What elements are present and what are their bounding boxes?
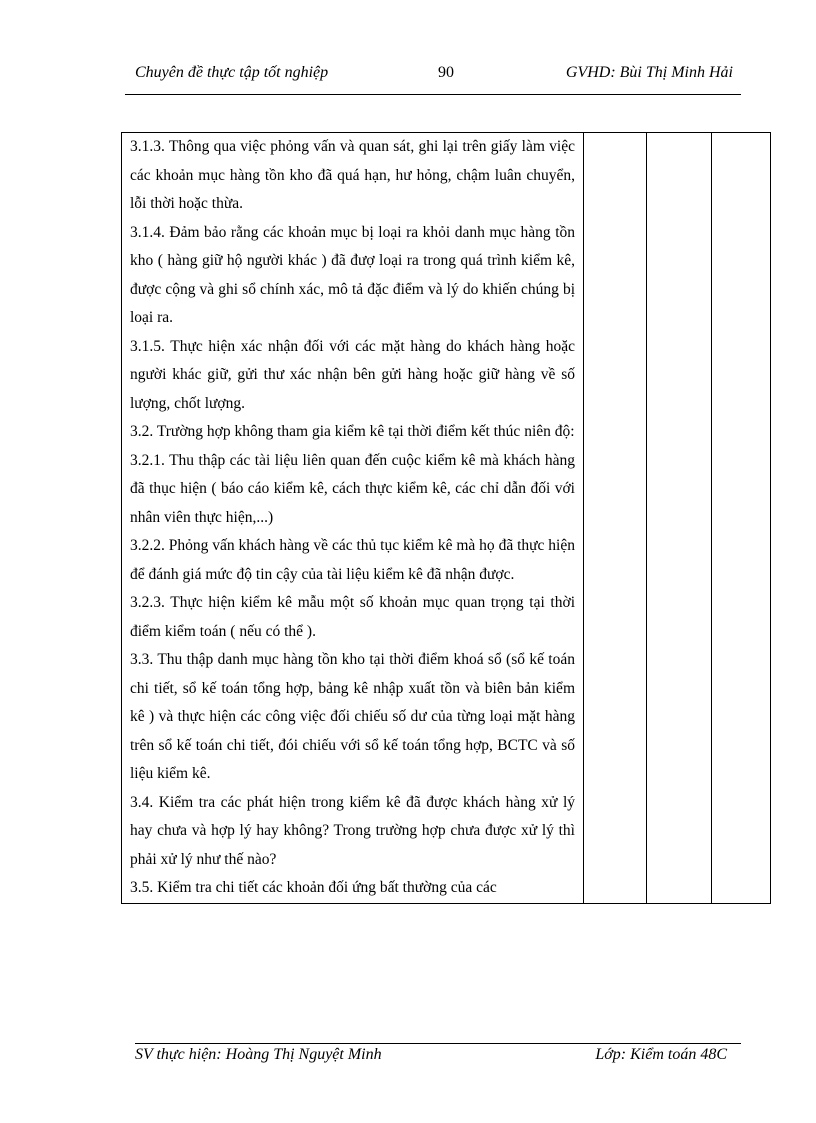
empty-column-3-cell	[712, 133, 771, 904]
empty-column-1-cell	[584, 133, 647, 904]
procedure-item-3-1-5: 3.1.5. Thực hiện xác nhận đối với các mặt hàng do khách hàng hoặc người khác giữ, gửi thư xác nhận bên gửi hàng hoặc giữ hàng về số lượng, chốt lượng.	[130, 337, 575, 412]
procedure-item-3-2-3: 3.2.3. Thực hiện kiểm kê mẫu một số khoản mục quan trọng tại thời điểm kiểm toán ( nếu có thể ).	[130, 594, 575, 640]
procedure-item-3-1-3: 3.1.3. Thông qua việc phỏng vấn và quan sát, ghi lại trên giấy làm việc các khoản mục hàng tồn kho đã quá hạn, hư hỏng, chậm luân chuyển, lỗi thời hoặc thừa.	[130, 138, 575, 212]
class-name: Lớp: Kiểm toán 48C	[595, 1046, 727, 1063]
advisor-name: GVHD: Bùi Thị Minh Hải	[565, 64, 733, 81]
procedure-cell	[122, 133, 584, 904]
document-title: Chuyên đề thực tập tốt nghiệp	[135, 64, 329, 81]
procedure-item-3-2-2: 3.2.2. Phỏng vấn khách hàng về các thủ tục kiểm kê mà họ đã thực hiện để đánh giá mức độ tin cậy của tài liệu kiểm kê đã nhận được.	[130, 537, 575, 583]
procedure-item-3-2-1: 3.2.1. Thu thập các tài liệu liên quan đến cuộc kiểm kê mà khách hàng đã thục hiện ( báo cáo kiểm kê, cách thực kiểm kê, các chỉ dẫn đối với nhân viên thực hiện,...)	[130, 451, 575, 526]
page-footer	[135, 1046, 741, 1070]
student-name: SV thực hiện: Hoàng Thị Nguyệt Minh	[135, 1046, 382, 1063]
table-row	[122, 133, 771, 904]
procedure-item-3-3: 3.3. Thu thập danh mục hàng tồn kho tại thời điểm khoá sổ (sổ kế toán chi tiết, sổ kế toán tổng hợp, bảng kê nhập xuất tồn và biên bản kiểm kê ) và thực hiện các công việc đối chiếu số dư của từng loại mặt hàng trên sổ kế toán chi tiết, đói chiếu với sổ kế toán tổng hợp, BCTC và số liệu kiểm kê.	[130, 651, 575, 782]
procedure-item-3-5: 3.5. Kiểm tra chi tiết các khoản đối ứng bất thường của các	[130, 879, 497, 896]
procedure-item-3-4: 3.4. Kiểm tra các phát hiện trong kiểm kê đã được khách hàng xử lý hay chưa và hợp lý hay không? Trong trường hợp chưa được xử lý thì phải xử lý như thế nào?	[130, 793, 575, 868]
empty-column-2-cell	[647, 133, 712, 904]
page-header	[135, 64, 735, 88]
footer-divider	[135, 1043, 741, 1044]
procedure-item-3-2: 3.2. Trường hợp không tham gia kiểm kê tại thời điểm kết thúc niên độ:	[130, 423, 575, 440]
audit-procedure-table	[121, 132, 771, 904]
header-divider	[125, 94, 741, 95]
procedure-item-3-1-4: 3.1.4. Đảm bảo rằng các khoản mục bị loại ra khỏi danh mục hàng tồn kho ( hàng giữ hộ người khác ) đã đượ loại ra trong quá trình kiểm kê, được cộng và ghi sổ chính xác, mô tả đặc điểm và lý do khiến chúng bị loại ra.	[130, 223, 575, 326]
page-number: 90	[438, 64, 454, 81]
